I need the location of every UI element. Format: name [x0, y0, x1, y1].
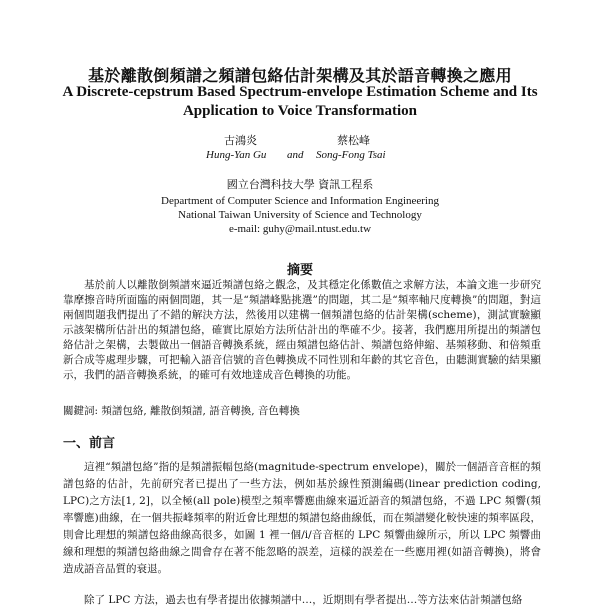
section-body-next-paragraph: 除了 LPC 方法，過去也有學者提出依據頻譜中…，近期則有學者提出…等方法來估計頻譜包絡: [84, 594, 523, 606]
authors-english: [0, 149, 600, 165]
title-english: A Discrete-cepstrum Based Spectrum-envelope Estimation Scheme and Its Application to Voice Transformation: [62, 84, 538, 119]
authors-chinese: [0, 132, 600, 148]
affiliation-department: Department of Computer Science and Information Engineering: [161, 195, 439, 207]
section-body-introduction: 這裡“頻譜包絡”指的是頻譜振幅包絡(magnitude-spectrum envelope)，關於一個語音音框的頻譜包絡的估計，先前研究者已提出了一些方法，例如基於線性預測編碼(linear prediction coding, LPC)之方法[1, 2]，以全極(all pole)模型之頻率響應曲線來逼近語音的頻譜包絡，不過 LPC 頻響(頻率響應)曲線，在一個共振峰頻率的附近會比理想的頻譜包絡曲線低，而在頻譜變化較快速的頻率區段，則會比理想的頻譜包絡曲線高很多，如圖 1 裡一個/i/音音框的 LPC 頻響曲線所示，所以 LPC 頻響曲線和理想的頻譜包絡曲線之間會存在著不能忽略的誤差，這樣的誤差在一些應用裡(如語音轉換)，將會造成語音品質的衰退。: [63, 461, 541, 575]
affiliation-chinese: 國立台灣科技大學 資訊工程系: [226, 178, 374, 191]
section-heading-introduction: 一、前言: [63, 436, 116, 451]
author-1-en: Hung-Yan Gu: [206, 149, 267, 161]
author-2-en: Song-Fong Tsai: [316, 149, 386, 161]
abstract-body: 基於前人以離散倒頻譜來逼近頻譜包絡之觀念，及其穩定化係數值之求解方法，本論文進一步研究靠摩擦音時所面臨的兩個問題，其一是“頻譜峰點挑選”的問題，其二是“頻率軸尺度轉換”的問題，對這兩個問題我們提出了不錯的解決方法，然後用以建構一個頻譜包絡的估計架構(scheme)，測試實驗顯示該架構所估計出的頻譜包絡，確實比原始方法所估計出的準確不少。接著，我們應用所提出的頻譜包絡估計之架構，去製做出一個語音轉換系統，經由頻譜包絡估計、頻譜包絡伸縮、基頻移動、和倍頻重新合成等處理步驟，可把輸入語音信號的音色轉換成不同性別和年齡的其它音色，由聽測實驗的結果顯示，我們的語音轉換系統，的確可有效地達成音色轉換的功能。: [63, 279, 541, 381]
title-chinese: 基於離散倒頻譜之頻譜包絡估計架構及其於語音轉換之應用: [88, 66, 512, 85]
affiliation-university: National Taiwan University of Science and Technology: [178, 209, 422, 221]
author-2-zh: 蔡松峰: [337, 134, 370, 147]
abstract-heading: 摘要: [286, 263, 313, 278]
author-conjunction: and: [287, 149, 304, 161]
keywords: 關鍵詞: 頻譜包絡, 離散倒頻譜, 語音轉換, 音色轉換: [63, 405, 300, 417]
affiliation-email: e-mail: guhy@mail.ntust.edu.tw: [228, 223, 372, 235]
author-1-zh: 古鴻炎: [224, 134, 257, 147]
affiliation: [0, 178, 600, 236]
